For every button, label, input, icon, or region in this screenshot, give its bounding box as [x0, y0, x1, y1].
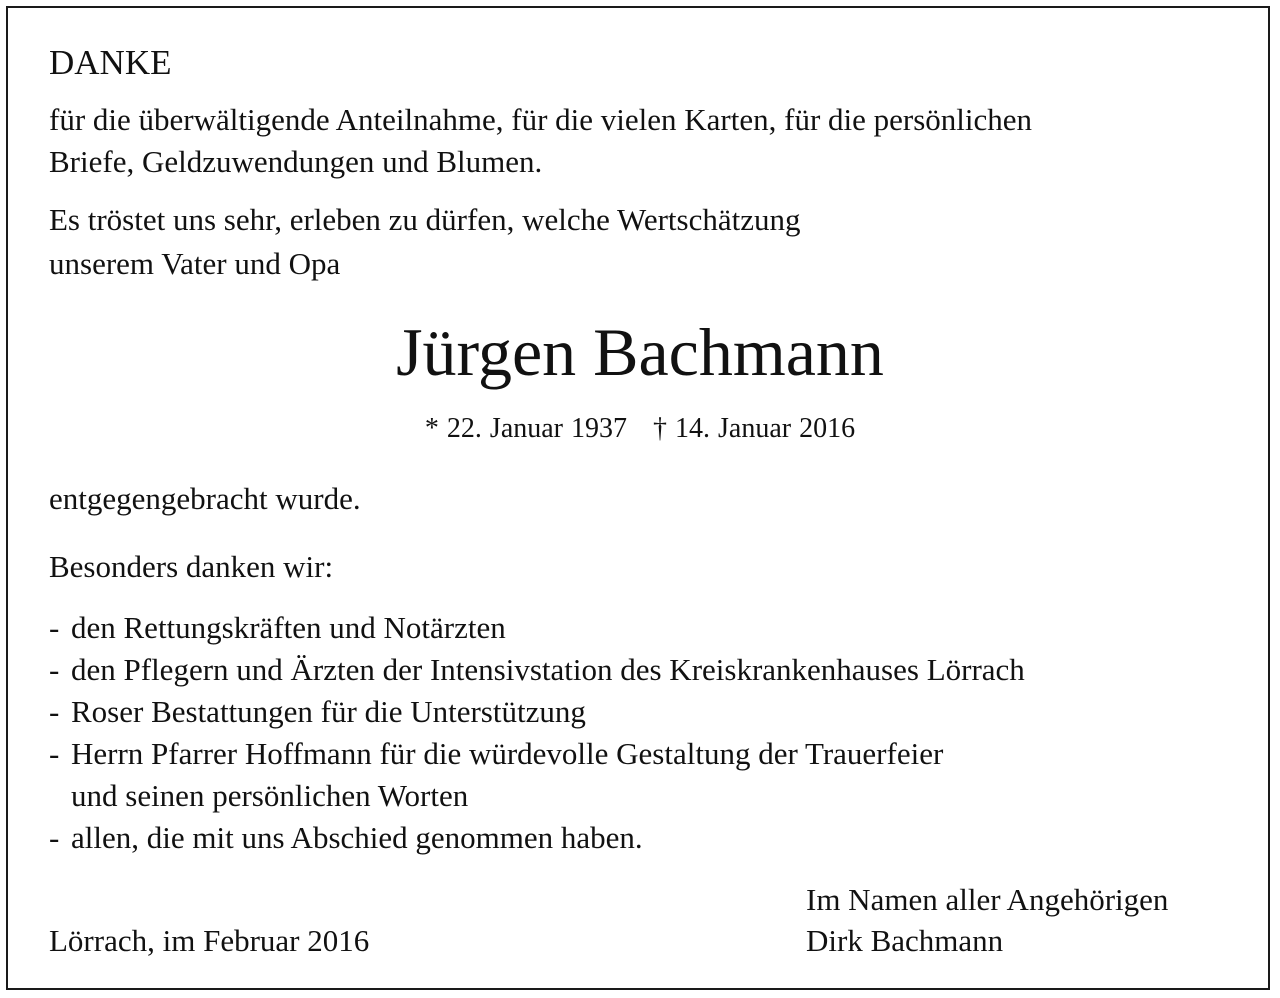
thanks-intro: Besonders danken wir:: [49, 549, 334, 584]
intro-line-2: Briefe, Geldzuwendungen und Blumen.: [49, 144, 543, 179]
list-item-text: den Pflegern und Ärzten der Intensivstation des Kreiskrankenhauses Lörrach: [71, 652, 1025, 687]
list-item-text: den Rettungskräften und Notärzten: [71, 610, 506, 645]
comfort-line-1: Es tröstet uns sehr, erleben zu dürfen, welche Wertschätzung: [49, 202, 801, 237]
list-dash: -: [49, 736, 60, 771]
life-dates: [0, 409, 1280, 449]
list-item: [49, 691, 1025, 733]
list-item-text: allen, die mit uns Abschied genommen haben.: [71, 820, 643, 855]
signature-name: Dirk Bachmann: [806, 923, 1004, 958]
list-dash: -: [49, 652, 60, 687]
list-item-text-continued: und seinen persönlichen Worten: [71, 778, 469, 813]
closing-phrase: entgegengebracht wurde.: [49, 481, 361, 516]
list-item: [49, 607, 1025, 649]
list-item: [49, 649, 1025, 691]
signature-line-1: Im Namen aller Angehörigen: [806, 882, 1169, 917]
birth-date: * 22. Januar 1937: [424, 413, 627, 444]
list-item: [49, 733, 1025, 817]
list-dash: -: [49, 694, 60, 729]
intro-line-1: für die überwältigende Anteilnahme, für die vielen Karten, für die persönlichen: [49, 102, 1033, 137]
list-dash: -: [49, 820, 60, 855]
list-item-text: Roser Bestattungen für die Unterstützung: [71, 694, 586, 729]
notice-heading: DANKE: [49, 43, 172, 82]
deceased-name: Jürgen Bachmann: [396, 314, 884, 390]
list-item: [49, 817, 1025, 859]
list-item-text: Herrn Pfarrer Hoffmann für die würdevolle Gestaltung der Trauerfeier: [71, 736, 944, 771]
comfort-line-2: unserem Vater und Opa: [49, 246, 341, 281]
place-date: Lörrach, im Februar 2016: [49, 923, 370, 958]
thanks-list: [49, 607, 1025, 859]
death-date: † 14. Januar 2016: [653, 413, 856, 444]
list-dash: -: [49, 610, 60, 645]
